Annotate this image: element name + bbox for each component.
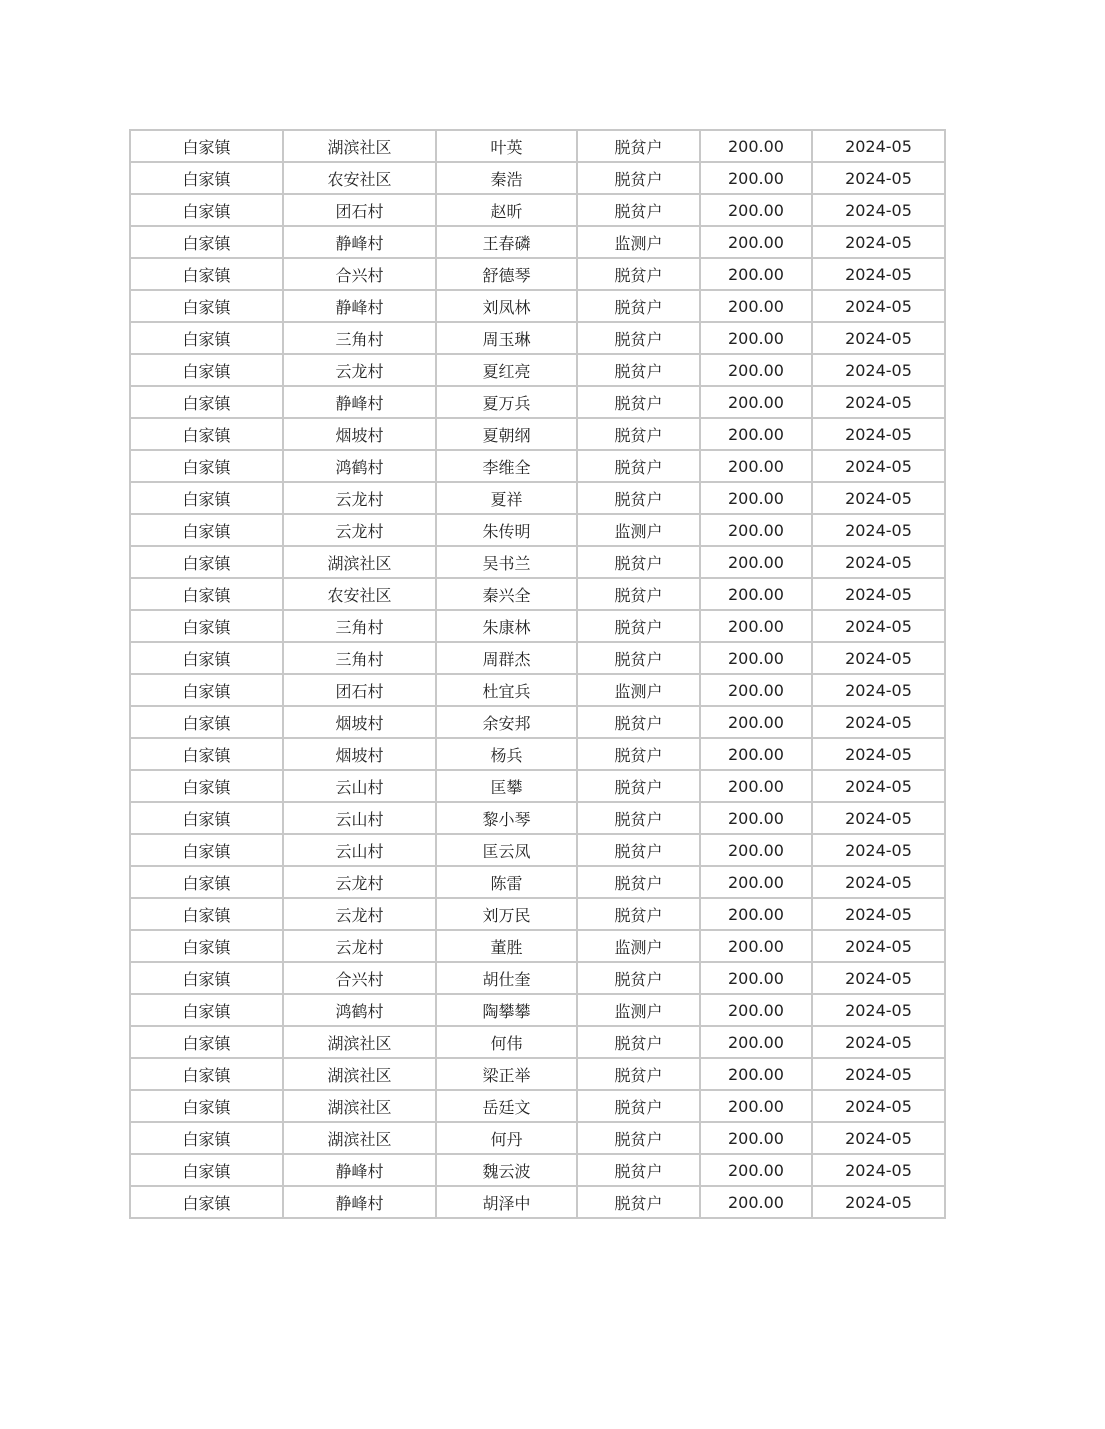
- period-cell: 2024-05: [812, 418, 945, 450]
- village-cell: 三角村: [283, 642, 436, 674]
- household-type-cell: 脱贫户: [577, 546, 700, 578]
- amount-cell: 200.00: [700, 834, 812, 866]
- table-row: [130, 1154, 945, 1186]
- period-cell: 2024-05: [812, 898, 945, 930]
- household-type-cell: 脱贫户: [577, 1090, 700, 1122]
- village-cell: 静峰村: [283, 290, 436, 322]
- household-type-cell: 脱贫户: [577, 706, 700, 738]
- town-cell: 白家镇: [130, 1122, 283, 1154]
- village-cell: 三角村: [283, 610, 436, 642]
- amount-cell: 200.00: [700, 130, 812, 162]
- town-cell: 白家镇: [130, 258, 283, 290]
- table-row: [130, 994, 945, 1026]
- amount-cell: 200.00: [700, 610, 812, 642]
- period-cell: 2024-05: [812, 930, 945, 962]
- table-body: [130, 130, 945, 1218]
- village-cell: 云龙村: [283, 354, 436, 386]
- town-cell: 白家镇: [130, 1058, 283, 1090]
- town-cell: 白家镇: [130, 290, 283, 322]
- name-cell: 朱康林: [436, 610, 577, 642]
- town-cell: 白家镇: [130, 1026, 283, 1058]
- period-cell: 2024-05: [812, 290, 945, 322]
- name-cell: 李维全: [436, 450, 577, 482]
- amount-cell: 200.00: [700, 706, 812, 738]
- household-type-cell: 监测户: [577, 994, 700, 1026]
- town-cell: 白家镇: [130, 642, 283, 674]
- name-cell: 余安邦: [436, 706, 577, 738]
- town-cell: 白家镇: [130, 386, 283, 418]
- table-row: [130, 162, 945, 194]
- household-type-cell: 脱贫户: [577, 1058, 700, 1090]
- name-cell: 秦浩: [436, 162, 577, 194]
- table-row: [130, 418, 945, 450]
- table-row: [130, 898, 945, 930]
- amount-cell: 200.00: [700, 738, 812, 770]
- town-cell: 白家镇: [130, 1090, 283, 1122]
- name-cell: 刘万民: [436, 898, 577, 930]
- amount-cell: 200.00: [700, 162, 812, 194]
- table-row: [130, 802, 945, 834]
- period-cell: 2024-05: [812, 706, 945, 738]
- household-type-cell: 脱贫户: [577, 578, 700, 610]
- period-cell: 2024-05: [812, 994, 945, 1026]
- table-row: [130, 322, 945, 354]
- period-cell: 2024-05: [812, 130, 945, 162]
- period-cell: 2024-05: [812, 610, 945, 642]
- name-cell: 梁正举: [436, 1058, 577, 1090]
- period-cell: 2024-05: [812, 962, 945, 994]
- village-cell: 静峰村: [283, 386, 436, 418]
- period-cell: 2024-05: [812, 226, 945, 258]
- period-cell: 2024-05: [812, 1186, 945, 1218]
- name-cell: 赵昕: [436, 194, 577, 226]
- town-cell: 白家镇: [130, 578, 283, 610]
- town-cell: 白家镇: [130, 802, 283, 834]
- amount-cell: 200.00: [700, 258, 812, 290]
- table-row: [130, 674, 945, 706]
- amount-cell: 200.00: [700, 642, 812, 674]
- household-type-cell: 脱贫户: [577, 194, 700, 226]
- town-cell: 白家镇: [130, 546, 283, 578]
- period-cell: 2024-05: [812, 514, 945, 546]
- period-cell: 2024-05: [812, 322, 945, 354]
- household-type-cell: 脱贫户: [577, 642, 700, 674]
- amount-cell: 200.00: [700, 930, 812, 962]
- name-cell: 杨兵: [436, 738, 577, 770]
- town-cell: 白家镇: [130, 770, 283, 802]
- amount-cell: 200.00: [700, 1026, 812, 1058]
- amount-cell: 200.00: [700, 898, 812, 930]
- village-cell: 三角村: [283, 322, 436, 354]
- town-cell: 白家镇: [130, 994, 283, 1026]
- period-cell: 2024-05: [812, 770, 945, 802]
- village-cell: 湖滨社区: [283, 1058, 436, 1090]
- period-cell: 2024-05: [812, 450, 945, 482]
- village-cell: 静峰村: [283, 226, 436, 258]
- table-row: [130, 226, 945, 258]
- name-cell: 何丹: [436, 1122, 577, 1154]
- village-cell: 合兴村: [283, 962, 436, 994]
- period-cell: 2024-05: [812, 578, 945, 610]
- town-cell: 白家镇: [130, 610, 283, 642]
- period-cell: 2024-05: [812, 642, 945, 674]
- table-row: [130, 546, 945, 578]
- amount-cell: 200.00: [700, 770, 812, 802]
- town-cell: 白家镇: [130, 898, 283, 930]
- town-cell: 白家镇: [130, 706, 283, 738]
- period-cell: 2024-05: [812, 674, 945, 706]
- amount-cell: 200.00: [700, 674, 812, 706]
- period-cell: 2024-05: [812, 738, 945, 770]
- household-type-cell: 脱贫户: [577, 770, 700, 802]
- household-type-cell: 脱贫户: [577, 418, 700, 450]
- village-cell: 农安社区: [283, 162, 436, 194]
- town-cell: 白家镇: [130, 354, 283, 386]
- table-row: [130, 194, 945, 226]
- amount-cell: 200.00: [700, 418, 812, 450]
- village-cell: 云龙村: [283, 930, 436, 962]
- village-cell: 烟坡村: [283, 738, 436, 770]
- subsidy-table-container: [129, 129, 946, 1219]
- village-cell: 鸿鹤村: [283, 994, 436, 1026]
- town-cell: 白家镇: [130, 674, 283, 706]
- amount-cell: 200.00: [700, 1186, 812, 1218]
- subsidy-table: [129, 129, 946, 1219]
- village-cell: 湖滨社区: [283, 1090, 436, 1122]
- period-cell: 2024-05: [812, 1154, 945, 1186]
- village-cell: 静峰村: [283, 1154, 436, 1186]
- name-cell: 周玉琳: [436, 322, 577, 354]
- name-cell: 叶英: [436, 130, 577, 162]
- name-cell: 董胜: [436, 930, 577, 962]
- village-cell: 云山村: [283, 834, 436, 866]
- period-cell: 2024-05: [812, 1026, 945, 1058]
- town-cell: 白家镇: [130, 450, 283, 482]
- name-cell: 何伟: [436, 1026, 577, 1058]
- village-cell: 云山村: [283, 802, 436, 834]
- table-row: [130, 962, 945, 994]
- town-cell: 白家镇: [130, 1186, 283, 1218]
- town-cell: 白家镇: [130, 226, 283, 258]
- name-cell: 秦兴全: [436, 578, 577, 610]
- town-cell: 白家镇: [130, 194, 283, 226]
- table-row: [130, 866, 945, 898]
- name-cell: 夏祥: [436, 482, 577, 514]
- period-cell: 2024-05: [812, 1122, 945, 1154]
- table-row: [130, 450, 945, 482]
- household-type-cell: 脱贫户: [577, 290, 700, 322]
- period-cell: 2024-05: [812, 546, 945, 578]
- name-cell: 陶攀攀: [436, 994, 577, 1026]
- period-cell: 2024-05: [812, 482, 945, 514]
- town-cell: 白家镇: [130, 834, 283, 866]
- village-cell: 团石村: [283, 674, 436, 706]
- amount-cell: 200.00: [700, 546, 812, 578]
- amount-cell: 200.00: [700, 866, 812, 898]
- household-type-cell: 脱贫户: [577, 162, 700, 194]
- name-cell: 匡云凤: [436, 834, 577, 866]
- town-cell: 白家镇: [130, 162, 283, 194]
- name-cell: 夏红亮: [436, 354, 577, 386]
- town-cell: 白家镇: [130, 930, 283, 962]
- amount-cell: 200.00: [700, 962, 812, 994]
- name-cell: 夏万兵: [436, 386, 577, 418]
- village-cell: 合兴村: [283, 258, 436, 290]
- period-cell: 2024-05: [812, 194, 945, 226]
- amount-cell: 200.00: [700, 354, 812, 386]
- amount-cell: 200.00: [700, 1058, 812, 1090]
- name-cell: 舒德琴: [436, 258, 577, 290]
- amount-cell: 200.00: [700, 290, 812, 322]
- town-cell: 白家镇: [130, 1154, 283, 1186]
- name-cell: 王春磷: [436, 226, 577, 258]
- name-cell: 黎小琴: [436, 802, 577, 834]
- village-cell: 鸿鹤村: [283, 450, 436, 482]
- household-type-cell: 脱贫户: [577, 354, 700, 386]
- table-row: [130, 130, 945, 162]
- period-cell: 2024-05: [812, 1058, 945, 1090]
- household-type-cell: 脱贫户: [577, 386, 700, 418]
- name-cell: 周群杰: [436, 642, 577, 674]
- village-cell: 云龙村: [283, 482, 436, 514]
- amount-cell: 200.00: [700, 1154, 812, 1186]
- period-cell: 2024-05: [812, 386, 945, 418]
- village-cell: 团石村: [283, 194, 436, 226]
- village-cell: 烟坡村: [283, 418, 436, 450]
- table-row: [130, 1122, 945, 1154]
- period-cell: 2024-05: [812, 1090, 945, 1122]
- table-row: [130, 514, 945, 546]
- period-cell: 2024-05: [812, 834, 945, 866]
- name-cell: 匡攀: [436, 770, 577, 802]
- name-cell: 朱传明: [436, 514, 577, 546]
- household-type-cell: 脱贫户: [577, 802, 700, 834]
- household-type-cell: 脱贫户: [577, 962, 700, 994]
- amount-cell: 200.00: [700, 482, 812, 514]
- household-type-cell: 脱贫户: [577, 482, 700, 514]
- amount-cell: 200.00: [700, 194, 812, 226]
- table-row: [130, 482, 945, 514]
- town-cell: 白家镇: [130, 418, 283, 450]
- household-type-cell: 监测户: [577, 930, 700, 962]
- name-cell: 杜宜兵: [436, 674, 577, 706]
- table-row: [130, 258, 945, 290]
- period-cell: 2024-05: [812, 802, 945, 834]
- table-row: [130, 834, 945, 866]
- table-row: [130, 290, 945, 322]
- household-type-cell: 脱贫户: [577, 834, 700, 866]
- name-cell: 陈雷: [436, 866, 577, 898]
- name-cell: 魏云波: [436, 1154, 577, 1186]
- name-cell: 夏朝纲: [436, 418, 577, 450]
- household-type-cell: 监测户: [577, 514, 700, 546]
- household-type-cell: 脱贫户: [577, 738, 700, 770]
- household-type-cell: 脱贫户: [577, 322, 700, 354]
- household-type-cell: 脱贫户: [577, 610, 700, 642]
- village-cell: 云龙村: [283, 514, 436, 546]
- household-type-cell: 脱贫户: [577, 130, 700, 162]
- table-row: [130, 1186, 945, 1218]
- village-cell: 湖滨社区: [283, 1026, 436, 1058]
- table-row: [130, 770, 945, 802]
- amount-cell: 200.00: [700, 802, 812, 834]
- household-type-cell: 监测户: [577, 226, 700, 258]
- table-row: [130, 738, 945, 770]
- name-cell: 刘凤林: [436, 290, 577, 322]
- table-row: [130, 930, 945, 962]
- household-type-cell: 监测户: [577, 674, 700, 706]
- village-cell: 农安社区: [283, 578, 436, 610]
- table-row: [130, 610, 945, 642]
- table-row: [130, 386, 945, 418]
- amount-cell: 200.00: [700, 1090, 812, 1122]
- village-cell: 云龙村: [283, 866, 436, 898]
- name-cell: 胡泽中: [436, 1186, 577, 1218]
- household-type-cell: 脱贫户: [577, 1154, 700, 1186]
- town-cell: 白家镇: [130, 738, 283, 770]
- table-row: [130, 706, 945, 738]
- table-row: [130, 1026, 945, 1058]
- amount-cell: 200.00: [700, 450, 812, 482]
- table-row: [130, 642, 945, 674]
- amount-cell: 200.00: [700, 226, 812, 258]
- town-cell: 白家镇: [130, 482, 283, 514]
- village-cell: 湖滨社区: [283, 546, 436, 578]
- period-cell: 2024-05: [812, 258, 945, 290]
- household-type-cell: 脱贫户: [577, 898, 700, 930]
- village-cell: 静峰村: [283, 1186, 436, 1218]
- household-type-cell: 脱贫户: [577, 1122, 700, 1154]
- town-cell: 白家镇: [130, 514, 283, 546]
- amount-cell: 200.00: [700, 578, 812, 610]
- amount-cell: 200.00: [700, 386, 812, 418]
- household-type-cell: 脱贫户: [577, 866, 700, 898]
- period-cell: 2024-05: [812, 162, 945, 194]
- village-cell: 湖滨社区: [283, 130, 436, 162]
- household-type-cell: 脱贫户: [577, 450, 700, 482]
- name-cell: 胡仕奎: [436, 962, 577, 994]
- period-cell: 2024-05: [812, 354, 945, 386]
- town-cell: 白家镇: [130, 866, 283, 898]
- amount-cell: 200.00: [700, 322, 812, 354]
- amount-cell: 200.00: [700, 994, 812, 1026]
- village-cell: 云山村: [283, 770, 436, 802]
- table-row: [130, 1058, 945, 1090]
- town-cell: 白家镇: [130, 130, 283, 162]
- table-row: [130, 354, 945, 386]
- village-cell: 烟坡村: [283, 706, 436, 738]
- amount-cell: 200.00: [700, 514, 812, 546]
- household-type-cell: 脱贫户: [577, 1026, 700, 1058]
- table-row: [130, 1090, 945, 1122]
- name-cell: 吴书兰: [436, 546, 577, 578]
- table-row: [130, 578, 945, 610]
- town-cell: 白家镇: [130, 322, 283, 354]
- household-type-cell: 脱贫户: [577, 1186, 700, 1218]
- village-cell: 云龙村: [283, 898, 436, 930]
- village-cell: 湖滨社区: [283, 1122, 436, 1154]
- town-cell: 白家镇: [130, 962, 283, 994]
- name-cell: 岳廷文: [436, 1090, 577, 1122]
- period-cell: 2024-05: [812, 866, 945, 898]
- amount-cell: 200.00: [700, 1122, 812, 1154]
- household-type-cell: 脱贫户: [577, 258, 700, 290]
